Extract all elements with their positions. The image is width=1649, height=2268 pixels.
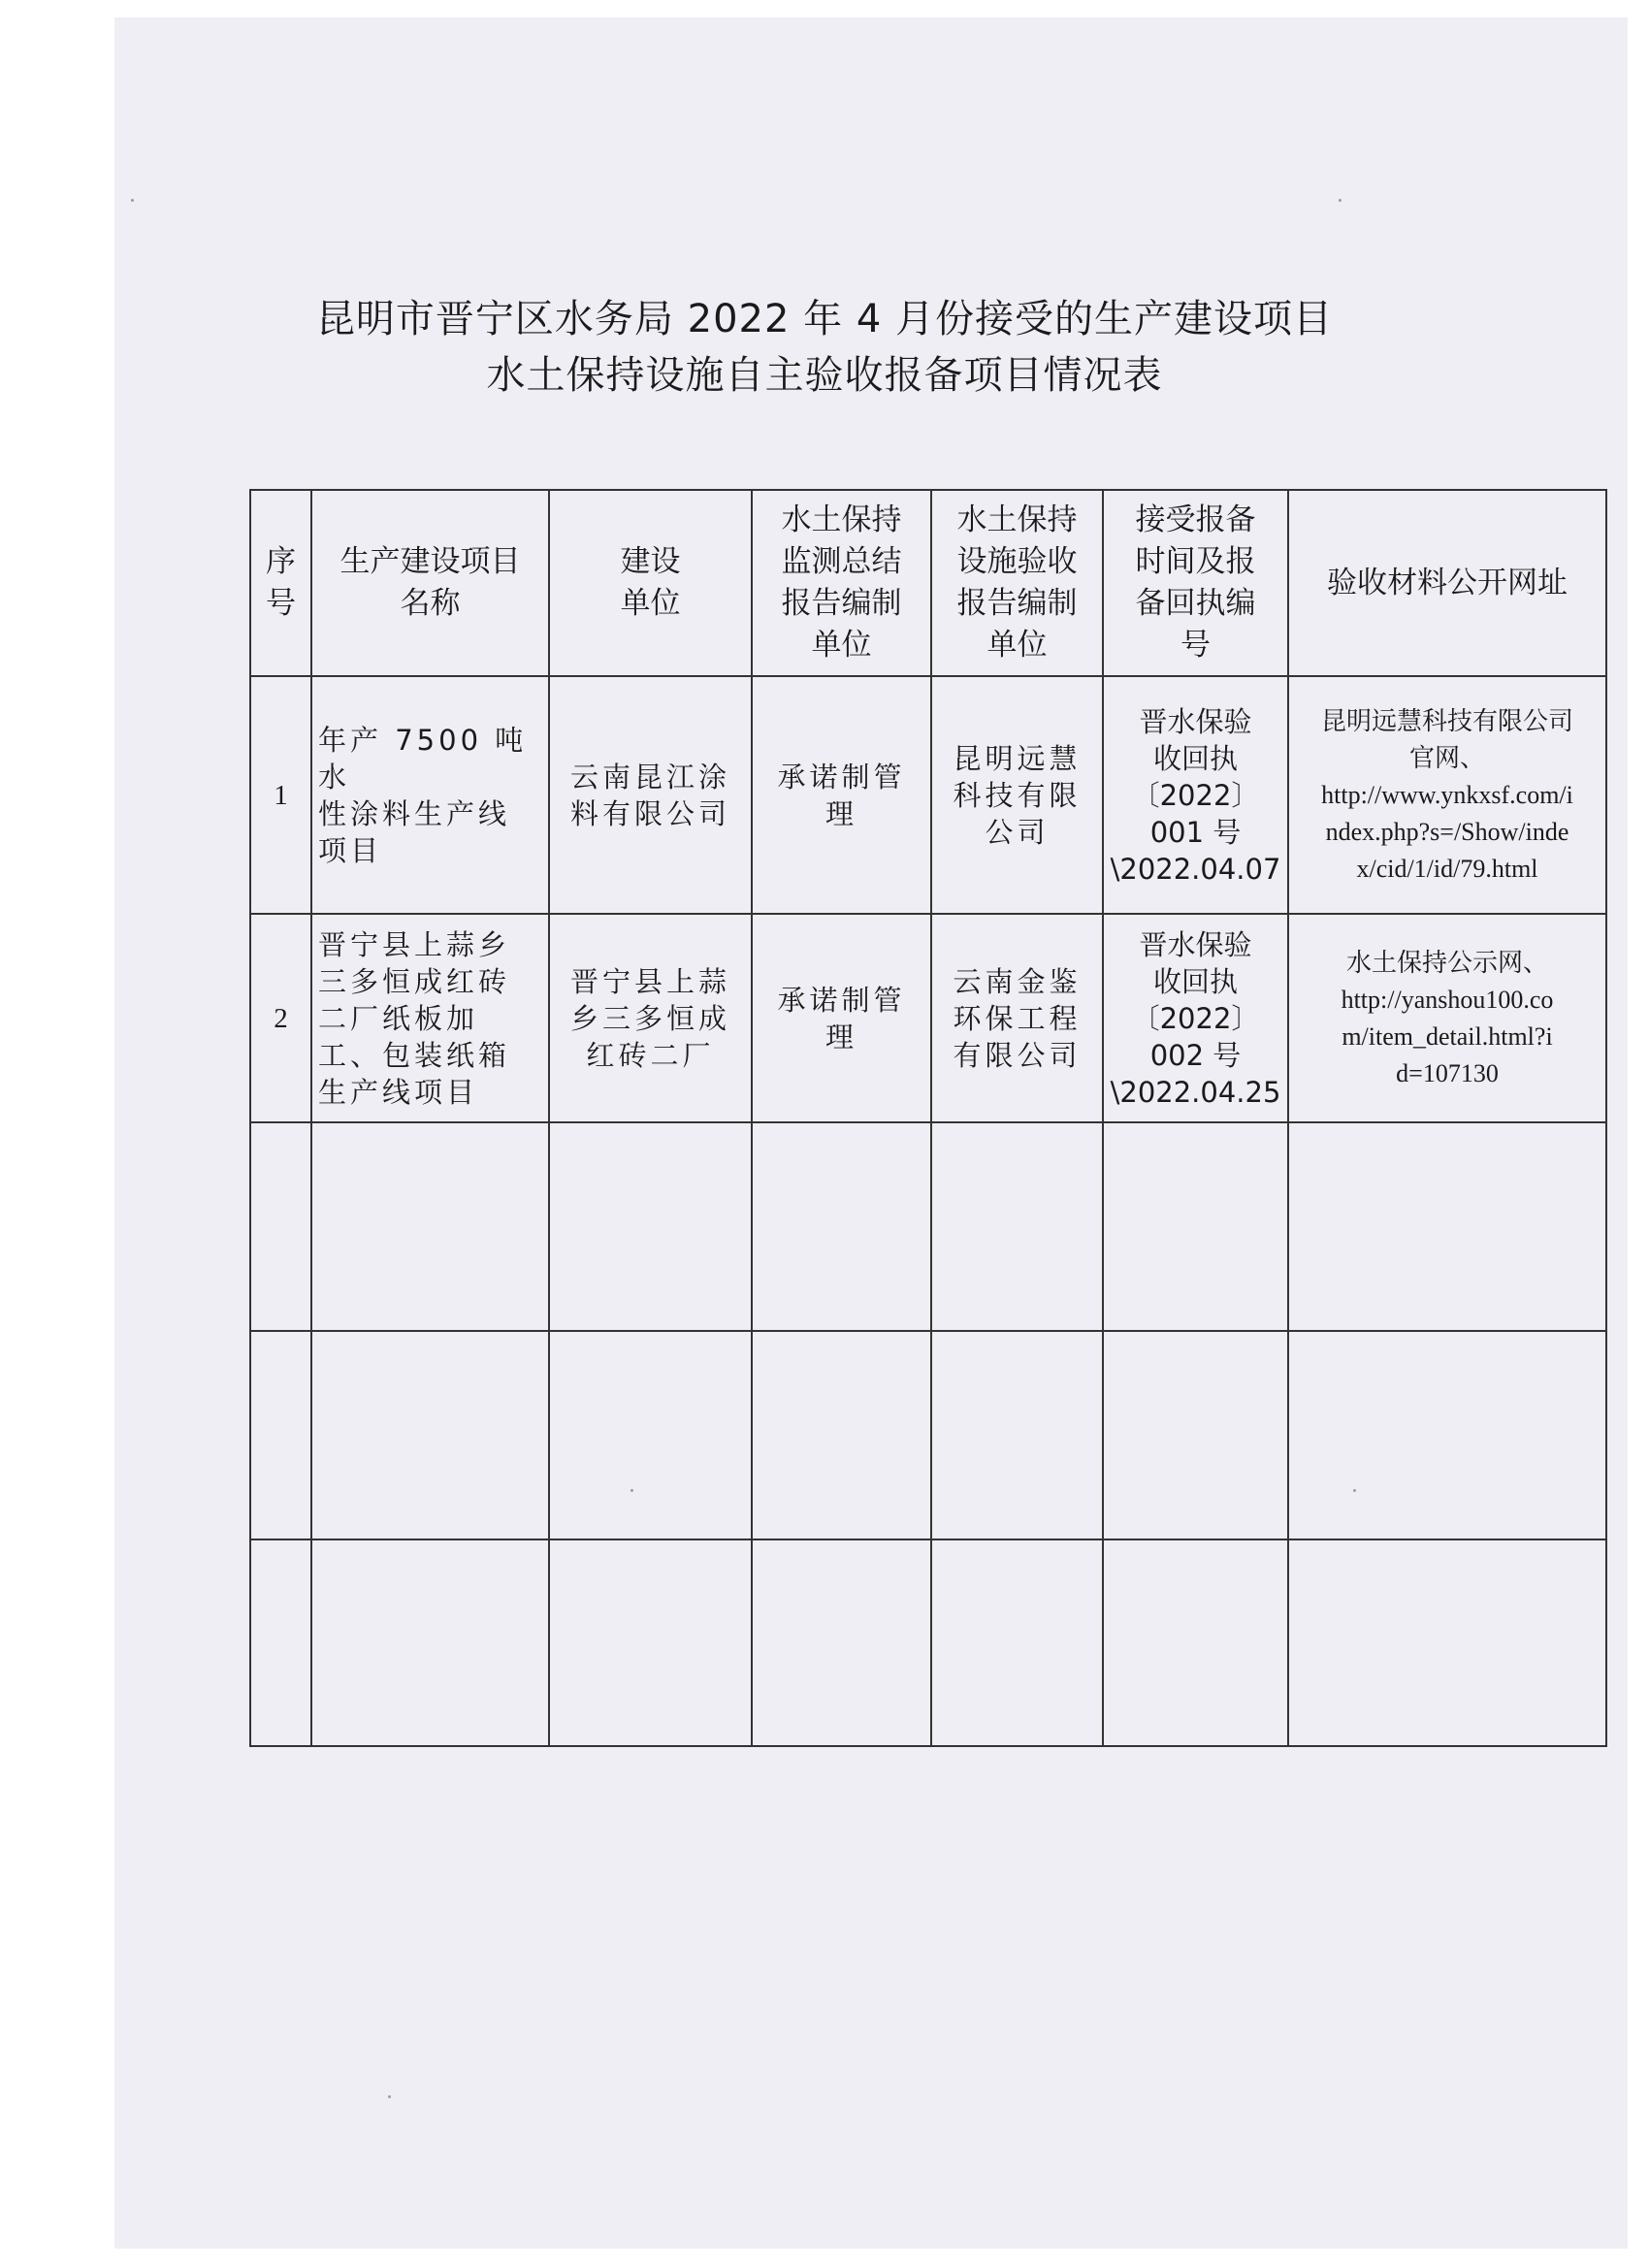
empty-cell [250,1122,311,1331]
empty-cell [752,1122,931,1331]
cell-receipt: 晋水保验 收回执 〔2022〕 001 号 \2022.04.07 [1103,676,1288,914]
empty-cell [1288,1539,1606,1746]
cell-builder: 晋宁县上蒜 乡三多恒成 红砖二厂 [549,914,752,1122]
empty-cell [549,1539,752,1746]
empty-table-row [250,1122,1606,1331]
empty-cell [1103,1122,1288,1331]
header-public-url: 验收材料公开网址 [1288,490,1606,676]
title-line-1: 昆明市晋宁区水务局 2022 年 4 月份接受的生产建设项目 [315,297,1334,341]
cell-acceptance-unit: 昆明远慧 科技有限 公司 [931,676,1103,914]
header-row [250,490,1606,676]
empty-cell [1288,1122,1606,1331]
empty-cell [549,1331,752,1539]
records-table [249,489,1607,1747]
empty-cell [1103,1539,1288,1746]
cell-monitoring-unit: 承诺制管 理 [752,676,931,914]
empty-cell [1103,1331,1288,1539]
header-acceptance-report-unit: 水土保持 设施验收 报告编制 单位 [931,490,1103,676]
cell-receipt: 晋水保验 收回执 〔2022〕 002 号 \2022.04.25 [1103,914,1288,1122]
empty-cell [931,1122,1103,1331]
empty-table-row [250,1331,1606,1539]
empty-table-row [250,1539,1606,1746]
table-row [250,914,1606,1122]
empty-cell [931,1331,1103,1539]
empty-cell [250,1539,311,1746]
cell-project-name: 年产 7500 吨水 性涂料生产线 项目 [311,676,549,914]
header-project-name: 生产建设项目 名称 [311,490,549,676]
cell-acceptance-unit: 云南金鉴 环保工程 有限公司 [931,914,1103,1122]
empty-cell [250,1331,311,1539]
empty-cell [752,1539,931,1746]
empty-cell [549,1122,752,1331]
empty-cell [752,1331,931,1539]
cell-public-url: 水土保持公示网、 http://yanshou100.co m/item_detail.html?i d=107130 [1288,914,1606,1122]
scan-speck [388,2095,391,2098]
scan-speck [1339,199,1342,202]
cell-public-url: 昆明远慧科技有限公司 官网、 http://www.ynkxsf.com/i ndex.php?s=/Show/inde x/cid/1/id/79.html [1288,676,1606,914]
empty-cell [311,1122,549,1331]
empty-cell [931,1539,1103,1746]
title-line-2: 水土保持设施自主验收报备项目情况表 [486,353,1163,398]
empty-cell [311,1539,549,1746]
document-title [194,291,1455,404]
header-filing-time-receipt: 接受报备 时间及报 备回执编 号 [1103,490,1288,676]
table-row [250,676,1606,914]
header-monitoring-report-unit: 水土保持 监测总结 报告编制 单位 [752,490,931,676]
header-builder: 建设 单位 [549,490,752,676]
scan-speck [131,199,134,202]
cell-builder: 云南昆江涂 料有限公司 [549,676,752,914]
header-seq-no: 序 号 [250,490,311,676]
cell-seq-no: 2 [250,914,311,1122]
cell-monitoring-unit: 承诺制管 理 [752,914,931,1122]
cell-seq-no: 1 [250,676,311,914]
empty-cell [311,1331,549,1539]
empty-cell [1288,1331,1606,1539]
cell-project-name: 晋宁县上蒜乡 三多恒成红砖 二厂纸板加 工、包装纸箱 生产线项目 [311,914,549,1122]
